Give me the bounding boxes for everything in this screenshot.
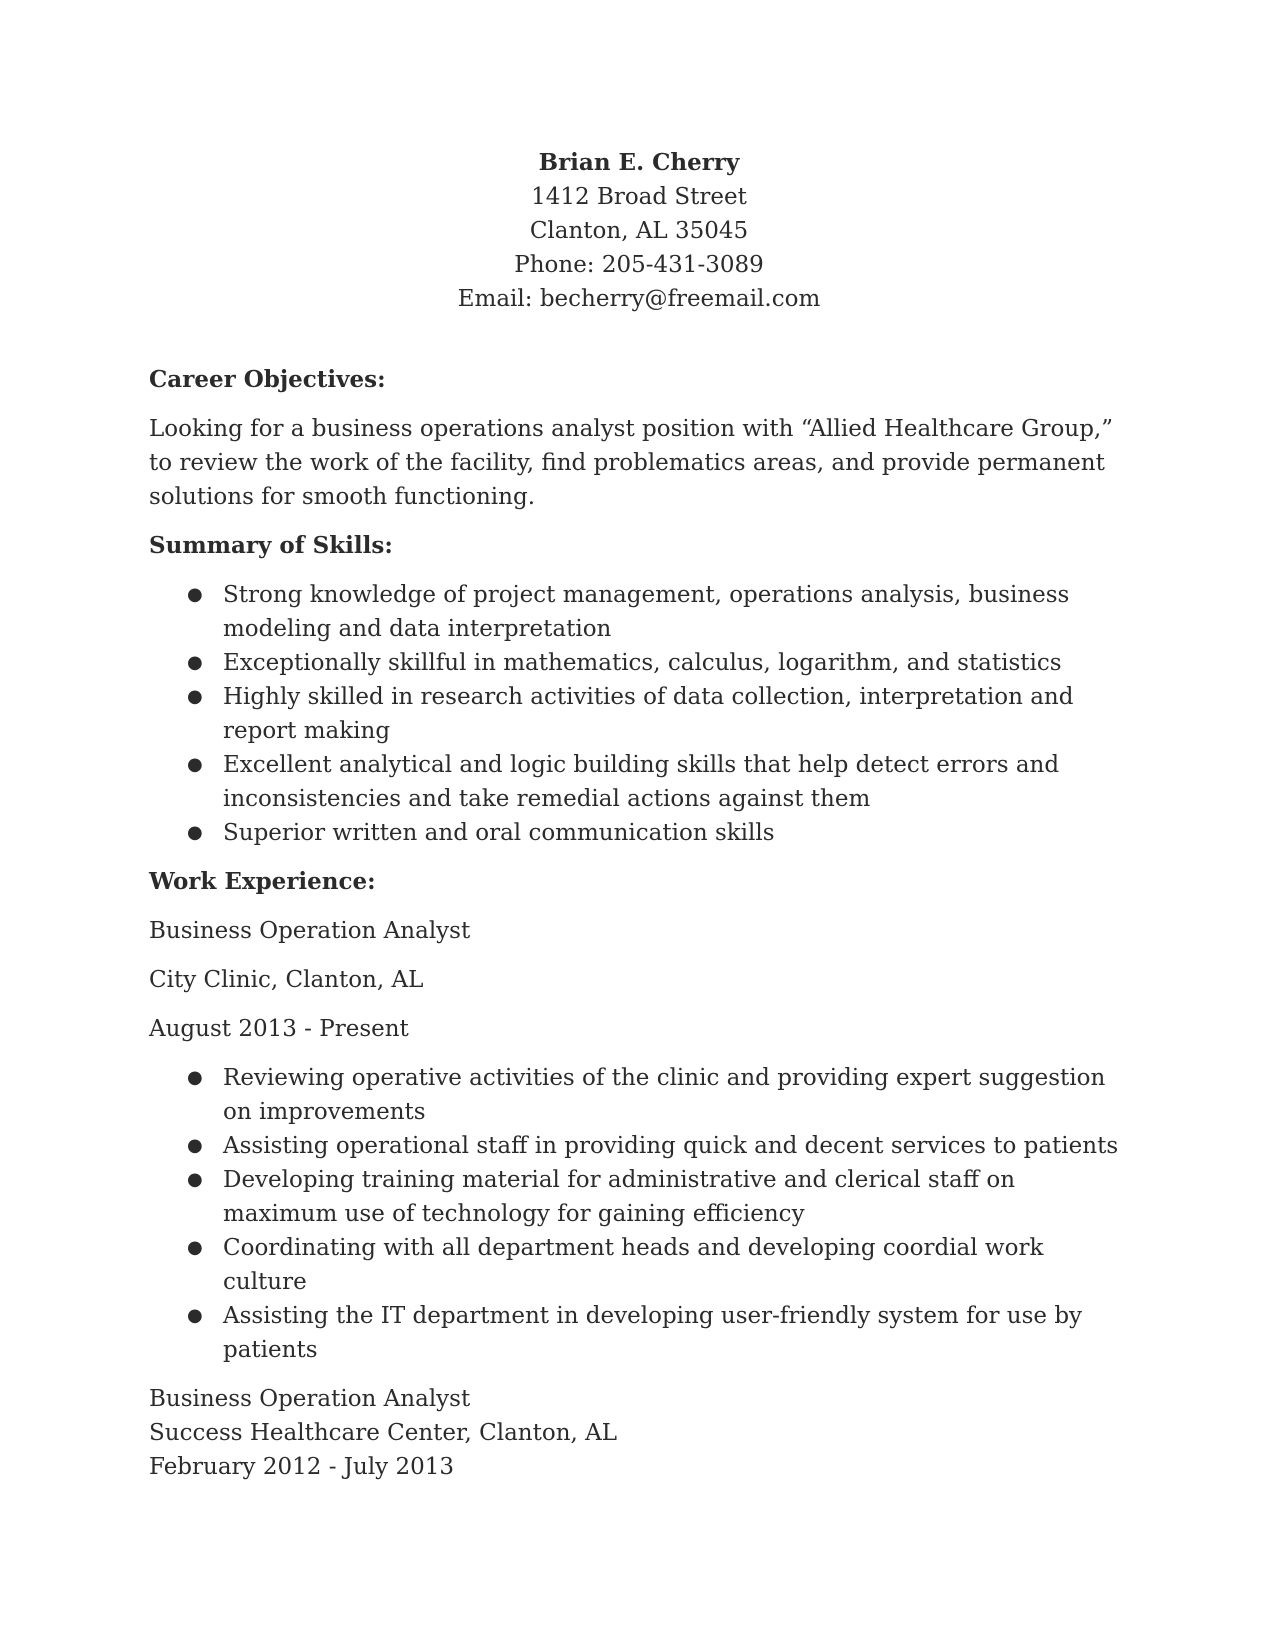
duty-text: Coordinating with all department heads and developing coordial work culture	[223, 1235, 1044, 1295]
duty-item	[149, 1163, 1129, 1231]
bullet-icon: ●	[187, 1067, 203, 1088]
contact-block	[149, 146, 1129, 316]
skill-item	[149, 646, 1129, 680]
skill-text: Exceptionally skillful in mathematics, calculus, logarithm, and statistics	[223, 650, 1062, 676]
phone-number: Phone: 205-431-3089	[514, 252, 764, 278]
bullet-icon: ●	[187, 754, 203, 775]
duty-item	[149, 1129, 1129, 1163]
duty-text: Developing training material for administrative and clerical staff on maximum use of technology for gaining efficiency	[223, 1167, 1016, 1227]
duty-item	[149, 1299, 1129, 1367]
skill-text: Excellent analytical and logic building skills that help detect errors and inconsistencies and take remedial actions against them	[223, 752, 1060, 812]
skill-text: Highly skilled in research activities of data collection, interpretation and report making	[223, 684, 1074, 744]
skill-item	[149, 680, 1129, 748]
resume-content	[149, 146, 1129, 1484]
job-duties-list	[149, 1061, 1129, 1367]
spacer	[149, 1046, 1129, 1061]
bullet-icon: ●	[187, 1135, 203, 1156]
job-company: Success Healthcare Center, Clanton, AL	[149, 1420, 618, 1446]
job-dates: February 2012 - July 2013	[149, 1454, 455, 1480]
bullet-icon: ●	[187, 1237, 203, 1258]
bullet-icon: ●	[187, 686, 203, 707]
duty-text: Assisting operational staff in providing quick and decent services to patients	[223, 1133, 1119, 1159]
duty-text: Reviewing operative activities of the clinic and providing expert suggestion on improvements	[223, 1065, 1106, 1125]
bullet-icon: ●	[187, 1305, 203, 1326]
spacer	[149, 316, 1129, 363]
duty-text: Assisting the IT department in developing user-friendly system for use by patients	[223, 1303, 1083, 1363]
bullet-icon: ●	[187, 822, 203, 843]
objectives-text: Looking for a business operations analyst position with “Allied Healthcare Group,” to review the work of the facility, find problematics areas, and provide permanent solutions for smooth functioning.	[149, 416, 1113, 510]
bullet-icon: ●	[187, 1169, 203, 1190]
objectives-heading: Career Objectives:	[149, 366, 386, 393]
skills-list	[149, 578, 1129, 850]
duty-item	[149, 1061, 1129, 1129]
spacer	[149, 899, 1129, 914]
skill-text: Strong knowledge of project management, operations analysis, business modeling and data interpretation	[223, 582, 1070, 642]
email-address: Email: becherry@freemail.com	[457, 286, 821, 312]
job-title: Business Operation Analyst	[149, 1386, 471, 1412]
spacer	[149, 948, 1129, 963]
duty-item	[149, 1231, 1129, 1299]
spacer	[149, 850, 1129, 865]
candidate-name: Brian E. Cherry	[538, 149, 740, 176]
spacer	[149, 563, 1129, 578]
skill-text: Superior written and oral communication skills	[223, 820, 775, 846]
skill-item	[149, 578, 1129, 646]
spacer	[149, 397, 1129, 412]
city-state-zip: Clanton, AL 35045	[529, 218, 749, 244]
street-address: 1412 Broad Street	[531, 184, 747, 210]
bullet-icon: ●	[187, 584, 203, 605]
job-company: City Clinic, Clanton, AL	[149, 967, 424, 993]
skills-heading: Summary of Skills:	[149, 532, 393, 559]
spacer	[149, 1367, 1129, 1382]
experience-heading: Work Experience:	[149, 868, 376, 895]
skill-item	[149, 748, 1129, 816]
job-dates: August 2013 - Present	[149, 1016, 409, 1042]
job-entry	[149, 1382, 1129, 1484]
bullet-icon: ●	[187, 652, 203, 673]
spacer	[149, 514, 1129, 529]
job-title: Business Operation Analyst	[149, 918, 471, 944]
skill-item	[149, 816, 1129, 850]
spacer	[149, 997, 1129, 1012]
